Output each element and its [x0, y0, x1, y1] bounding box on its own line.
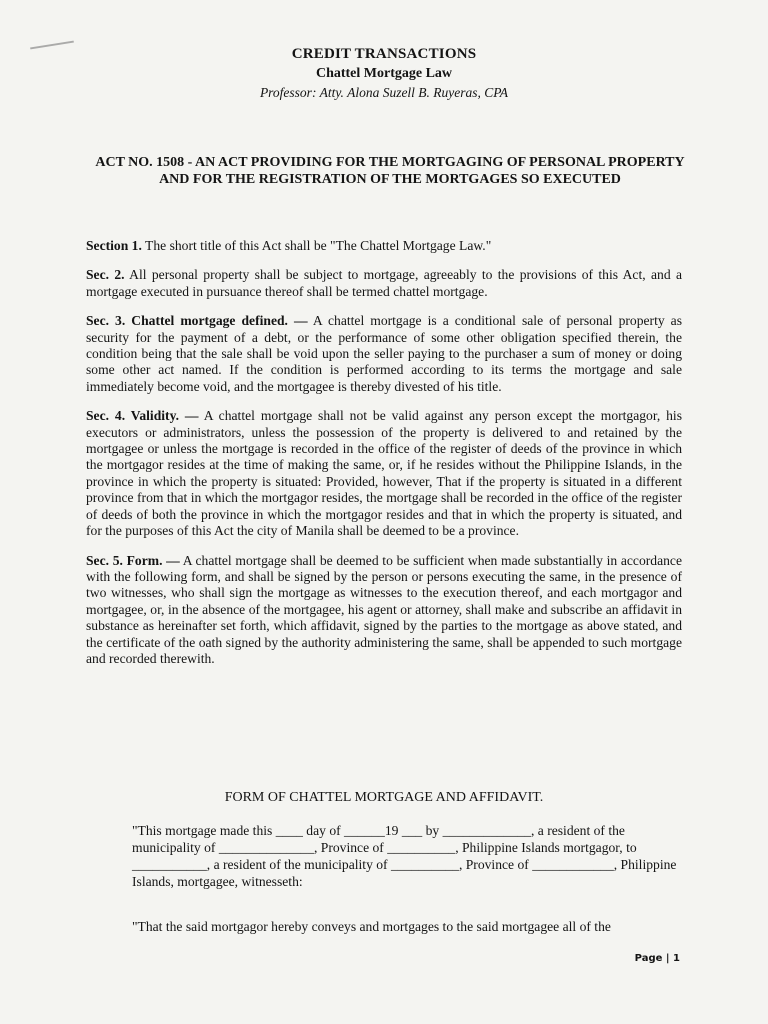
section-3: [86, 313, 682, 395]
section-label: Sec. 3. Chattel mortgage defined. —: [86, 313, 308, 329]
section-text: The short title of this Act shall be "The Chattel Mortgage Law.": [145, 238, 492, 253]
sections-body: [86, 238, 682, 680]
course-title: CREDIT TRANSACTIONS: [291, 46, 477, 62]
document-header: [0, 46, 768, 101]
section-text: A chattel mortgage shall be deemed to be sufficient when made substantially in accordance with the following form, and shall be signed by the person or persons executing the same, in the presence of two witnesses, who shall sign the mortgage as witnesses to the execution thereof, and each mortgagor and mortgagee, or, in the absence of the mortgagee, his agent or attorney, shall make and subscribe an affidavit in substance as hereinafter set forth, which affidavit, signed by the parties to the mortgage as above stated, and the certificate of the oath signed by the authority administering the same, shall be appended to such mortgage and recorded therewith.: [86, 552, 682, 666]
form-heading: FORM OF CHATTEL MORTGAGE AND AFFIDAVIT.: [224, 790, 544, 805]
page-number: Page | 1: [634, 953, 680, 964]
section-label: Sec. 2.: [86, 267, 125, 283]
section-text: All personal property shall be subject to mortgage, agreeably to the provisions of this Act, and a mortgage executed in pursuance thereof shall be termed chattel mortgage.: [86, 267, 682, 299]
form-paragraph-1: "This mortgage made this ____ day of ______19 ___ by _____________, a resident of the municipality of ______________, Province of __________, Philippine Islands mortgagor, to ___________, a resident of the municipality of __________, Province of ____________, Philippine Islands, mortgagee, witnesseth:: [132, 823, 677, 889]
section-text: A chattel mortgage shall not be valid against any person except the mortgagor, his executors or administrators, unless the possession of the property is delivered to and retained by the mortgagee or unless the mortgage is recorded in the office of the register of deeds of the province in which the mortgagor resides at the time of making the same, or, if he resides without the Philippine Islands, in the province in which the property is situated: Provided, however, That if the property is situated in a different province from that in which the mortgagor resides, the mortgage shall be recorded in the office of the register of deeds of both the province in which the mortgagor resides and that in which the property is situated, and for the purposes of this Act the city of Manila shall be deemed to be a province.: [86, 408, 682, 539]
section-label: Sec. 5. Form. —: [86, 552, 180, 568]
section-text: A chattel mortgage is a conditional sale of personal property as security for the payment of a debt, or the performance of some other obligation specified therein, the condition being that the sale shall be void upon the seller paying to the purchaser a sum of money or doing some other act named. If the condition is performed according to its terms the mortgage and sale immediately become void, and the mortgagee is thereby divested of his title.: [86, 313, 683, 394]
section-4: [86, 408, 682, 539]
section-label: Sec. 4. Validity. —: [86, 408, 199, 424]
form-paragraph-2: "That the said mortgagor hereby conveys and mortgages to the said mortgagee all of the: [132, 919, 611, 934]
section-2: [86, 267, 682, 300]
course-subtitle: Chattel Mortgage Law: [315, 66, 453, 81]
act-title: ACT NO. 1508 - AN ACT PROVIDING FOR THE MORTGAGING OF PERSONAL PROPERTY AND FOR THE REGISTRATION OF THE MORTGAGES SO EXECUTED: [95, 155, 685, 187]
section-1: [86, 238, 682, 254]
section-label: Section 1.: [86, 238, 142, 253]
professor-line: Professor: Atty. Alona Suzell B. Ruyeras, CPA: [259, 85, 509, 100]
section-5: [86, 553, 682, 668]
